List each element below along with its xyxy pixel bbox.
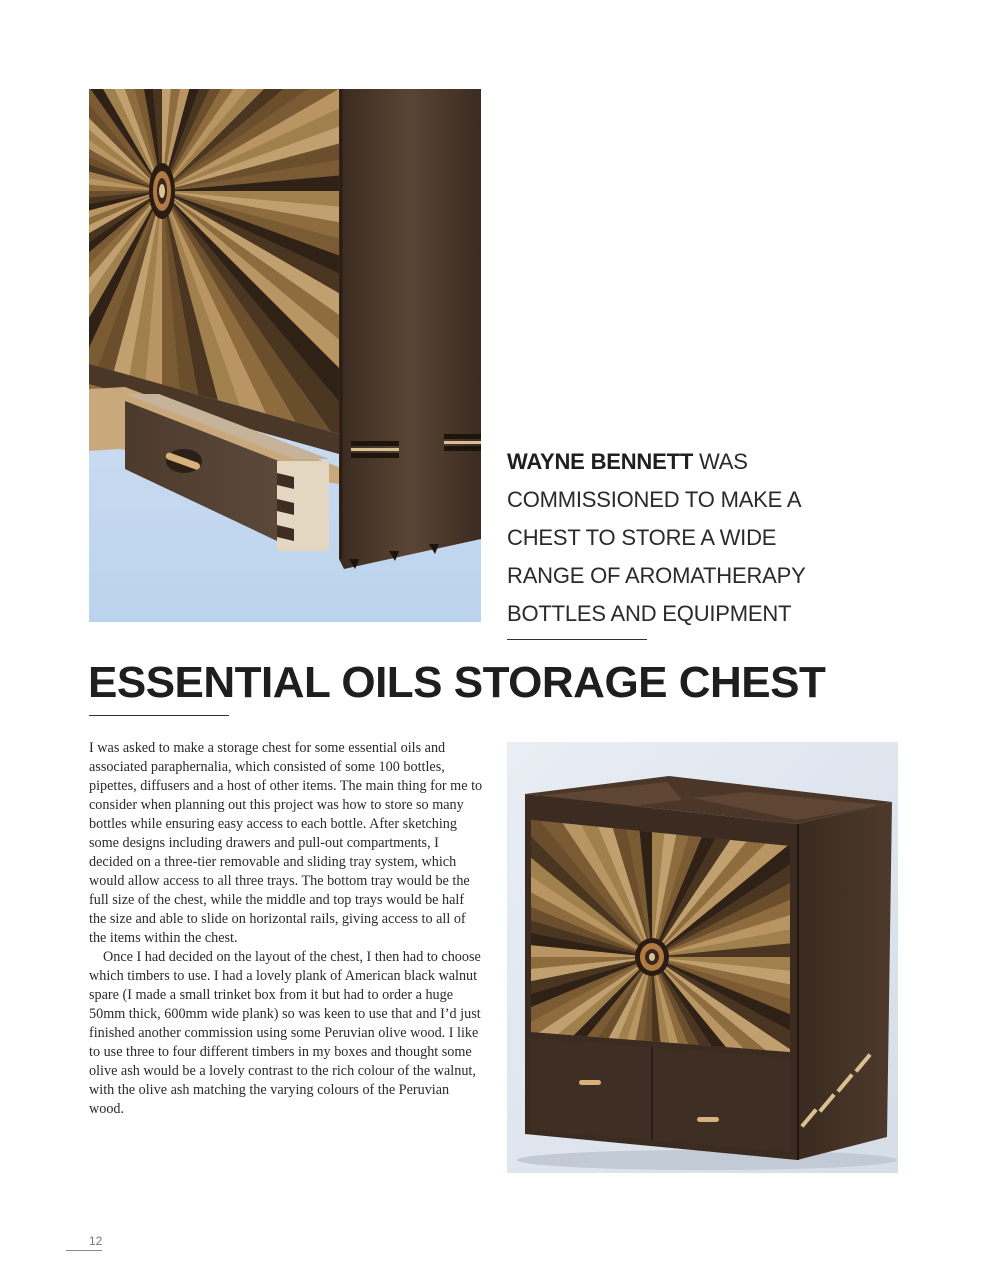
title-divider — [89, 715, 229, 716]
standfirst-divider — [507, 639, 647, 640]
article-body — [89, 739, 484, 1119]
article-title: ESSENTIAL OILS STORAGE CHEST — [88, 658, 826, 707]
body-paragraph: I was asked to make a storage chest for some essential oils and associated paraphernalia, which consisted of some 100 bottles, pipettes, diffusers and a host of other items. The main thing for me to consider when planning out this project was how to store so many bottles while ensuring easy access to each bottle. After sketching some designs including drawers and pull-out compartments, I decided on a three-tier removable and sliding tray system, which would allow access to all three trays. The bottom tray would be the full size of the chest, while the middle and top trays would be half the size and able to slide on horizontal rails, giving access to all of the items within the chest. — [89, 740, 483, 946]
body-paragraph: Once I had decided on the layout of the chest, I then had to choose which timbers to use. I had a lovely plank of American black walnut spare (I made a small trinket box from it but had to order a huge 50mm thick, 600mm wide plank) so was keen to use that and I’d just finished another commission using some Peruvian olive wood. I like to use three to four different timbers in my boxes and thought some olive ash would be a lovely contrast to the rich colour of the walnut, with the olive ash matching the varying colours of the Peruvian wood. — [89, 949, 481, 1117]
chest-full-photo — [507, 742, 898, 1173]
standfirst — [507, 443, 827, 633]
standfirst-text: WAS COMMISSIONED TO MAKE A CHEST TO STORE A WIDE RANGE OF AROMATHERAPY BOTTLES AND EQUIPMENT — [507, 449, 806, 626]
author-name: WAYNE BENNETT — [507, 449, 694, 474]
page-number-rule — [66, 1250, 102, 1251]
page-number: 12 — [89, 1234, 103, 1248]
chest-detail-photo — [89, 89, 481, 622]
